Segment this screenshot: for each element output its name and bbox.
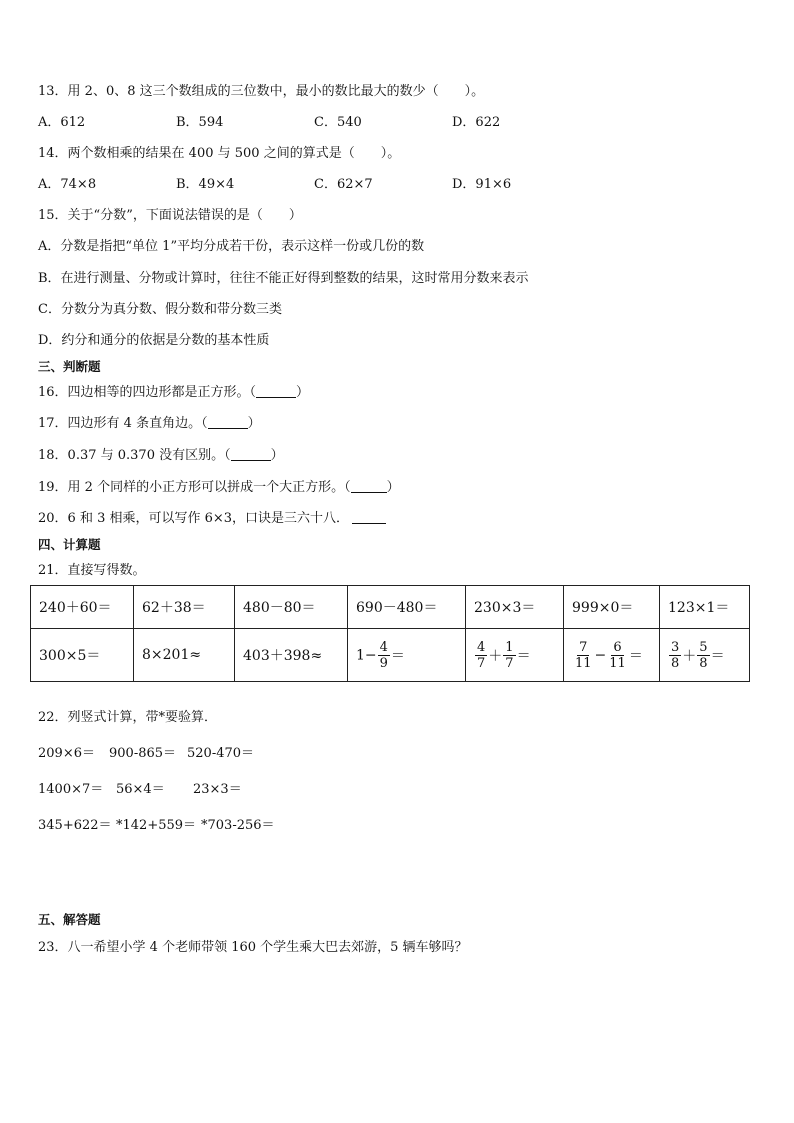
vertical-calc-item: 209×6＝ — [38, 746, 95, 761]
answer-blank[interactable] — [256, 385, 296, 398]
fraction-denominator: 7 — [477, 655, 486, 671]
calc-cell: 480－80＝ — [235, 586, 348, 629]
fraction — [503, 640, 515, 671]
q14-option-a: A．74×8 — [38, 177, 97, 192]
fraction — [697, 640, 709, 671]
q13-option-b: B．594 — [176, 115, 224, 130]
question-14-text: 14．两个数相乘的结果在 400 与 500 之间的算式是（ ）。 — [38, 146, 401, 161]
operator: ＋ — [488, 648, 503, 664]
fraction-denominator: 11 — [575, 655, 592, 671]
fraction-numerator: 5 — [699, 639, 708, 655]
equals-sign: ＝ — [628, 648, 643, 664]
calc-cell: 8×201≈ — [134, 629, 235, 682]
question-17 — [38, 416, 261, 432]
operator: ＋ — [682, 648, 697, 664]
q13-option-c: C．540 — [314, 115, 362, 130]
answer-blank[interactable] — [208, 416, 248, 429]
section-3-heading: 三、判断题 — [38, 359, 101, 374]
calc-cell: 300×5＝ — [31, 629, 134, 682]
q15-option-c: C．分数分为真分数、假分数和带分数三类 — [38, 302, 282, 317]
calc-cell: 240＋60＝ — [31, 586, 134, 629]
answer-blank[interactable] — [352, 511, 386, 524]
q13-option-a: A．612 — [38, 115, 86, 130]
question-16-text: 16．四边相等的四边形都是正方形。（ — [38, 385, 257, 400]
vertical-calc-item: 1400×7＝ — [38, 782, 104, 797]
q14-option-d: D．91×6 — [452, 177, 512, 192]
fraction-numerator: 4 — [477, 639, 486, 655]
question-15-text: 15．关于“分数”，下面说法错误的是（ ） — [38, 208, 302, 223]
question-17-text: 17．四边形有 4 条直角边。（ — [38, 416, 208, 431]
question-18-close: ） — [270, 448, 284, 463]
question-20 — [38, 511, 386, 527]
fraction-denominator: 8 — [699, 655, 708, 671]
calc-cell: 403＋398≈ — [235, 629, 348, 682]
fraction — [607, 640, 628, 671]
calc-cell: 690－480＝ — [348, 586, 466, 629]
question-17-close: ） — [247, 416, 261, 431]
question-16 — [38, 385, 309, 401]
section-5-heading: 五、解答题 — [38, 912, 101, 927]
fraction-numerator: 7 — [579, 639, 588, 655]
question-23-text: 23．八一希望小学 4 个老师带领 160 个学生乘大巴去郊游，5 辆车够吗？ — [38, 940, 468, 955]
fraction-cell — [348, 629, 466, 682]
fraction-numerator: 1 — [505, 639, 514, 655]
question-19-close: ） — [386, 480, 400, 495]
question-18-text: 18．0.37 与 0.370 没有区别。（ — [38, 448, 231, 463]
section-4-heading: 四、计算题 — [38, 537, 101, 552]
question-18 — [38, 448, 284, 464]
vertical-calc-item: 345+622＝ — [38, 818, 112, 833]
fraction-denominator: 8 — [671, 655, 680, 671]
question-19 — [38, 480, 400, 496]
q15-option-d: D．约分和通分的依据是分数的基本性质 — [38, 333, 270, 348]
q14-option-c: C．62×7 — [314, 177, 373, 192]
q15-option-a: A．分数是指把“单位 1”平均分成若干份，表示这样一份或几份的数 — [38, 239, 425, 254]
answer-blank[interactable] — [351, 480, 387, 493]
operator: − — [594, 647, 607, 663]
fraction-numerator: 6 — [613, 639, 622, 655]
question-20-text: 20．6 和 3 相乘，可以写作 6×3，口诀是三六十八． — [38, 511, 350, 526]
calc-cell: 999×0＝ — [564, 586, 660, 629]
calc-cell: 123×1＝ — [660, 586, 750, 629]
vertical-calc-item: 56×4＝ — [116, 782, 165, 797]
vertical-calc-item: 23×3＝ — [193, 782, 242, 797]
fraction — [378, 640, 390, 671]
calc-cell: 230×3＝ — [466, 586, 564, 629]
fraction — [573, 640, 594, 671]
q15-option-b: B．在进行测量、分物或计算时，往往不能正好得到整数的结果，这时常用分数来表示 — [38, 271, 529, 286]
fraction-denominator: 11 — [609, 655, 626, 671]
question-13-text: 13．用 2、0、8 这三个数组成的三位数中，最小的数比最大的数少（ ）。 — [38, 84, 485, 99]
question-21-text: 21．直接写得数。 — [38, 563, 146, 578]
vertical-calc-item: *142+559＝ — [116, 818, 197, 833]
fraction-denominator: 7 — [505, 655, 514, 671]
fraction-cell — [660, 629, 750, 682]
vertical-calc-item: *703-256＝ — [201, 818, 275, 833]
answer-blank[interactable] — [231, 448, 271, 461]
vertical-calc-item: 900-865＝ — [109, 746, 177, 761]
fraction-cell — [466, 629, 564, 682]
question-19-text: 19．用 2 个同样的小正方形可以拼成一个大正方形。（ — [38, 480, 351, 495]
fraction — [669, 640, 681, 671]
fraction-cell — [564, 629, 660, 682]
vertical-calc-item: 520-470＝ — [187, 746, 255, 761]
q13-option-d: D．622 — [452, 115, 501, 130]
fraction — [475, 640, 487, 671]
fraction-numerator: 3 — [671, 639, 680, 655]
equals-sign: ＝ — [710, 648, 725, 664]
question-16-close: ） — [296, 385, 310, 400]
fraction-lead: 1− — [356, 647, 377, 663]
fraction-numerator: 4 — [379, 639, 388, 655]
question-22-text: 22．列竖式计算，带*要验算． — [38, 710, 218, 725]
calc-cell: 62＋38＝ — [134, 586, 235, 629]
mental-math-table — [30, 585, 750, 682]
q14-option-b: B．49×4 — [176, 177, 235, 192]
equals-sign: ＝ — [390, 648, 405, 664]
fraction-denominator: 9 — [379, 655, 388, 671]
equals-sign: ＝ — [516, 648, 531, 664]
